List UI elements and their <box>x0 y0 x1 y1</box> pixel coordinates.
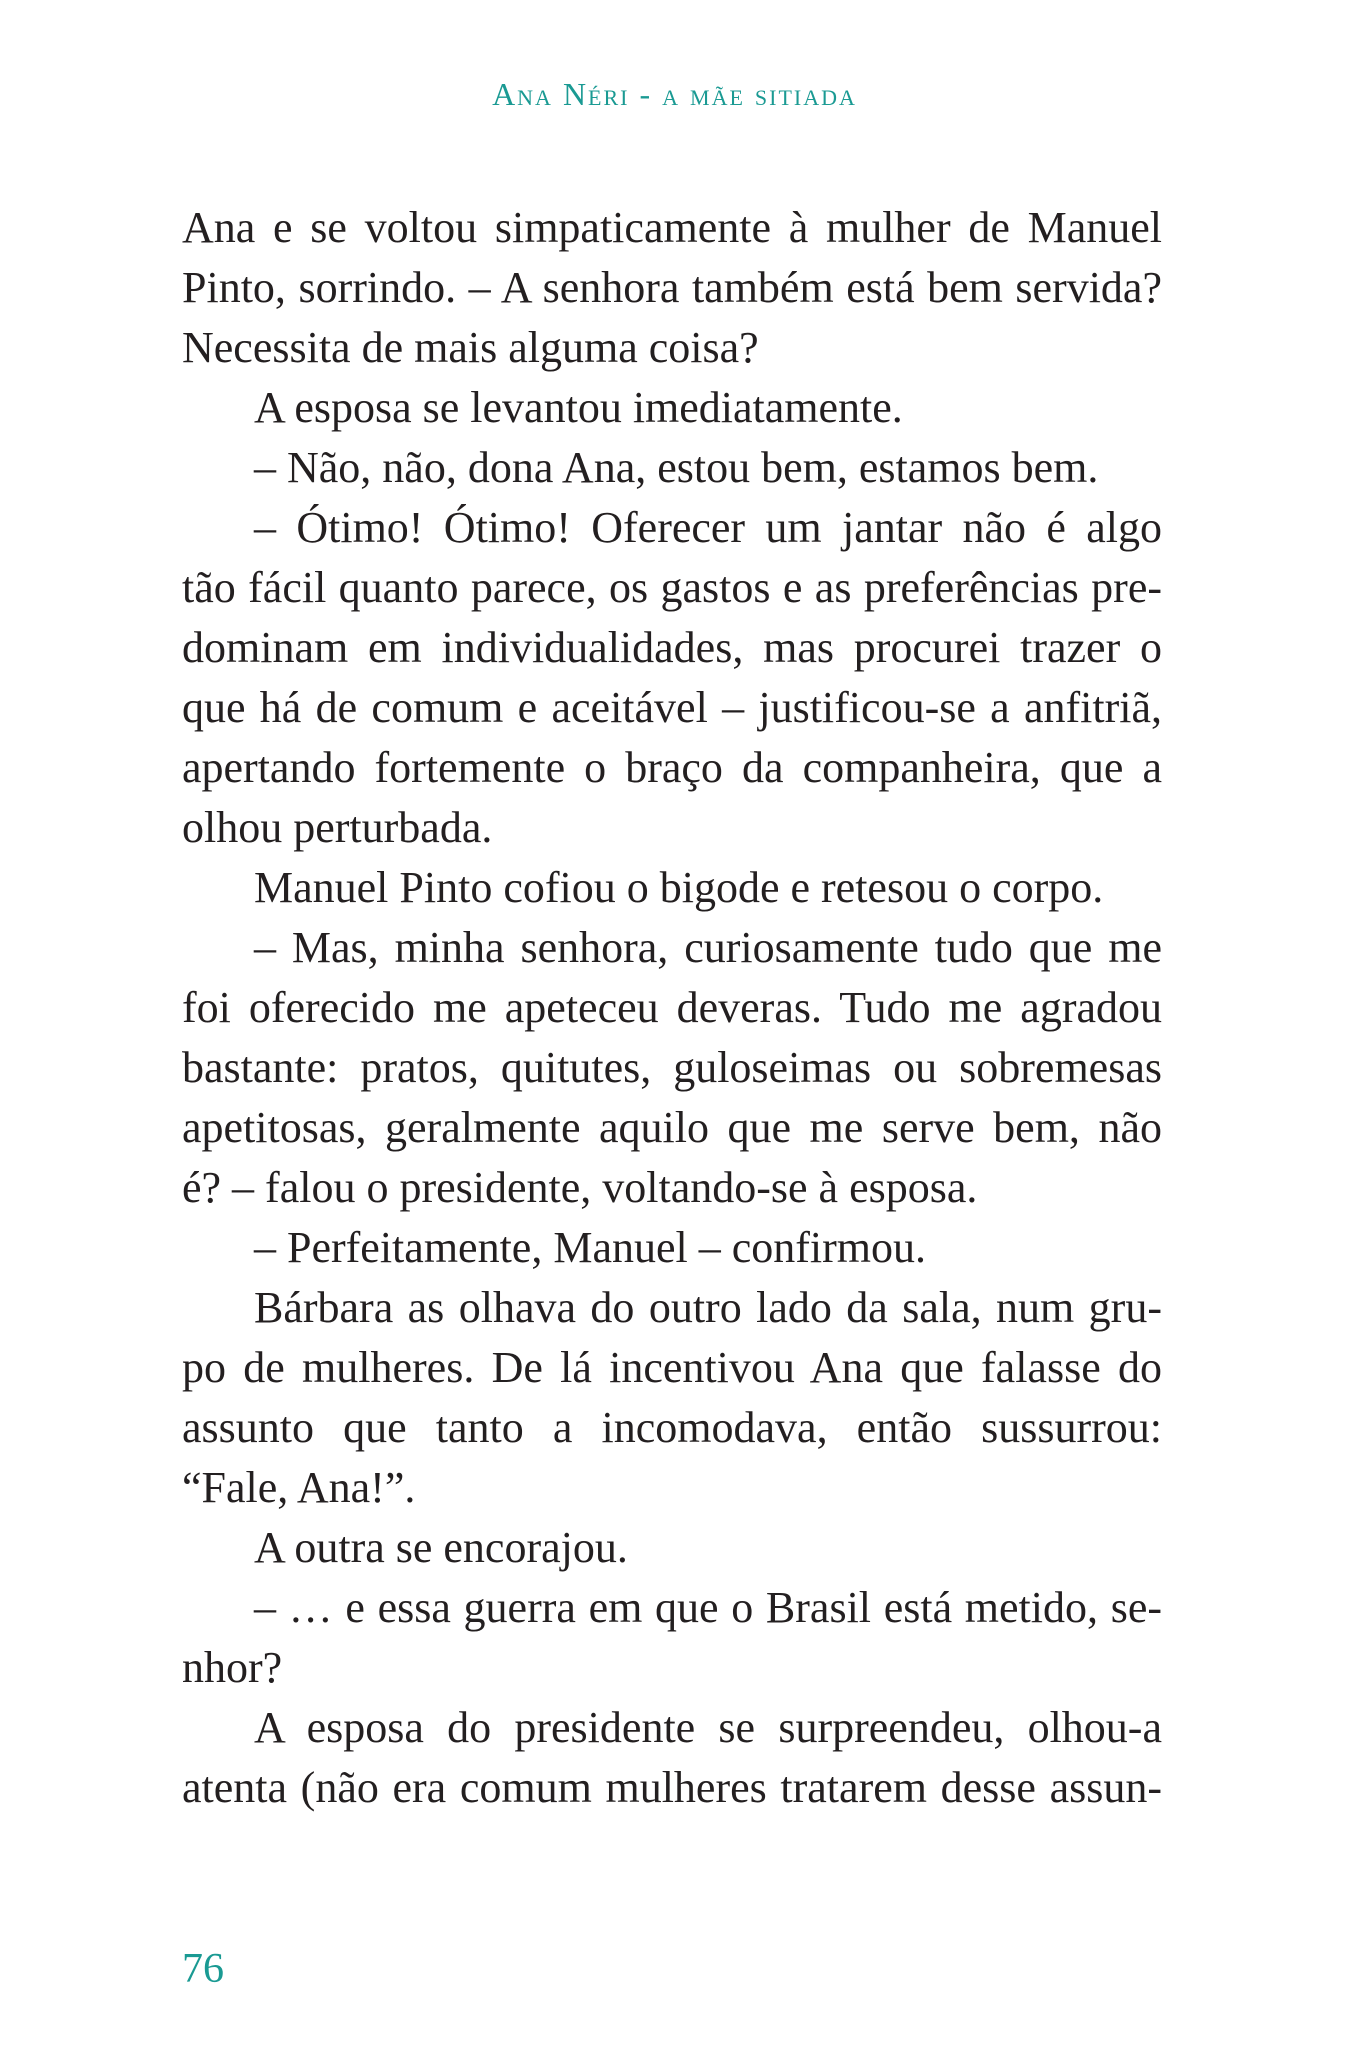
text-line: assunto que tanto a incomodava, então sussurrou: <box>182 1403 1162 1452</box>
text-line: bastante: pratos, quitutes, guloseimas ou sobremesas <box>182 1043 1162 1092</box>
text-line: dominam em individualidades, mas procurei trazer o <box>182 623 1162 672</box>
text-line: é? – falou o presidente, voltando-se à esposa. <box>182 1163 978 1212</box>
text-line: tão fácil quanto parece, os gastos e as preferências pre- <box>182 563 1162 612</box>
body-text <box>182 198 1162 1818</box>
page-number: 76 <box>182 1946 224 1992</box>
text-line: Necessita de mais alguma coisa? <box>182 323 759 372</box>
text-line: que há de comum e aceitável – justificou-se a anfitriã, <box>182 683 1162 732</box>
text-line: olhou perturbada. <box>182 803 493 852</box>
text-line: Ana e se voltou simpaticamente à mulher de Manuel <box>182 203 1162 252</box>
running-head: Ana Néri - a mãe sitiada <box>492 76 857 112</box>
text-line: – Perfeitamente, Manuel – confirmou. <box>254 1223 927 1272</box>
text-line: Bárbara as olhava do outro lado da sala, num gru- <box>254 1283 1162 1332</box>
text-line: apertando fortemente o braço da companheira, que a <box>182 743 1162 792</box>
text-line: foi oferecido me apeteceu deveras. Tudo me agradou <box>182 983 1162 1032</box>
text-line: Pinto, sorrindo. – A senhora também está bem servida? <box>182 263 1162 312</box>
text-line: – Mas, minha senhora, curiosamente tudo que me <box>254 923 1162 972</box>
text-line: po de mulheres. De lá incentivou Ana que falasse do <box>182 1343 1162 1392</box>
text-line: A esposa do presidente se surpreendeu, olhou-a <box>254 1703 1162 1752</box>
text-line: – … e essa guerra em que o Brasil está metido, se- <box>254 1583 1162 1632</box>
text-line: atenta (não era comum mulheres tratarem desse assun- <box>182 1763 1162 1812</box>
text-line: Manuel Pinto cofiou o bigode e retesou o corpo. <box>254 863 1104 912</box>
text-line: – Não, não, dona Ana, estou bem, estamos bem. <box>254 443 1099 492</box>
text-line: A esposa se levantou imediatamente. <box>254 383 903 432</box>
text-line: nhor? <box>182 1643 283 1692</box>
text-line: – Ótimo! Ótimo! Oferecer um jantar não é algo <box>254 503 1162 552</box>
text-line: “Fale, Ana!”. <box>182 1463 416 1512</box>
text-line: apetitosas, geralmente aquilo que me serve bem, não <box>182 1103 1162 1152</box>
text-line: A outra se encorajou. <box>254 1523 628 1572</box>
